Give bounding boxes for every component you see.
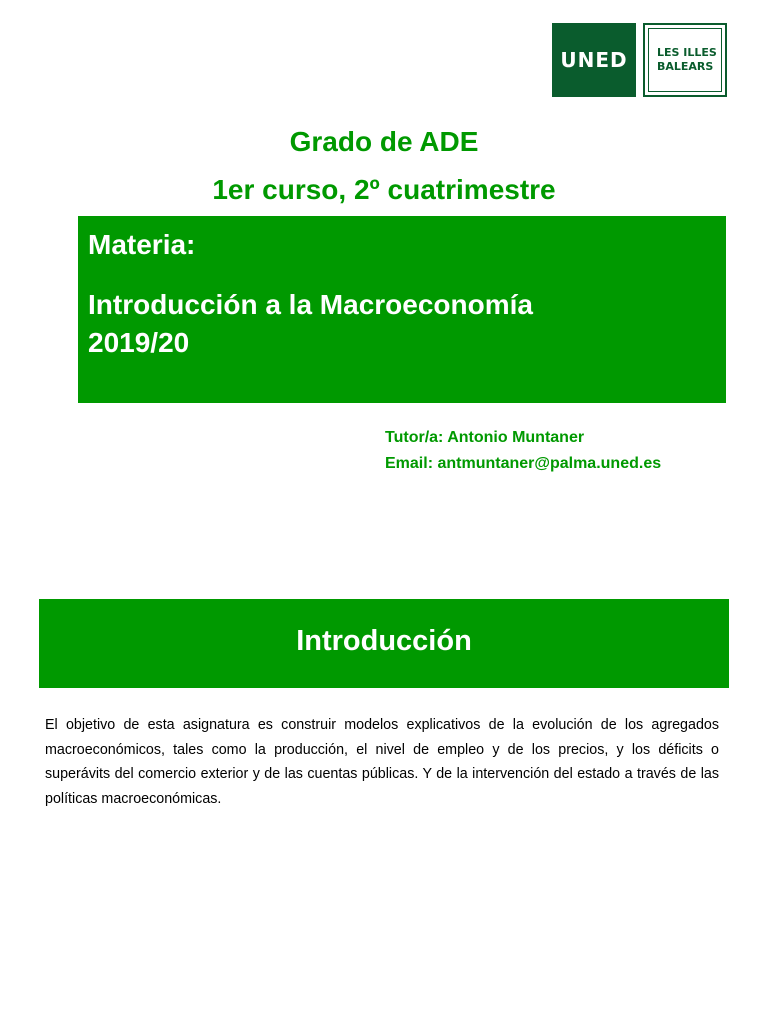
subject-name: Introducción a la Macroeconomía xyxy=(88,289,533,320)
subject-label: Materia: xyxy=(88,229,196,260)
introduction-banner xyxy=(39,599,729,688)
illes-balears-logo-frame xyxy=(648,28,722,92)
course-subtitle: 1er curso, 2º cuatrimestre xyxy=(212,174,556,205)
uned-logo-text: UNED xyxy=(560,48,628,72)
tutor-name: Tutor/a: Antonio Muntaner xyxy=(385,429,585,446)
illes-balears-logo xyxy=(643,23,727,97)
introduction-heading: Introducción xyxy=(296,625,472,657)
introduction-paragraph: El objetivo de esta asignatura es construir modelos explicativos de la evolución de los agregados macroeconómicos, tales como la producción, el nivel de empleo y de los precios, y los déficits o superávits del comercio exterior y de las cuentas públicas. Y de la intervención del estado a través de las políticas macroeconómicas. xyxy=(45,717,719,807)
tutor-info xyxy=(385,425,661,477)
header-titles xyxy=(0,118,768,214)
illes-balears-logo-line2: BALEARS xyxy=(657,60,714,73)
subject-box xyxy=(78,216,726,403)
degree-title: Grado de ADE xyxy=(289,126,479,157)
tutor-email: Email: antmuntaner@palma.uned.es xyxy=(385,455,662,472)
uned-logo xyxy=(552,23,636,97)
illes-balears-logo-line1: LES ILLES xyxy=(657,46,717,59)
academic-year: 2019/20 xyxy=(88,327,190,358)
